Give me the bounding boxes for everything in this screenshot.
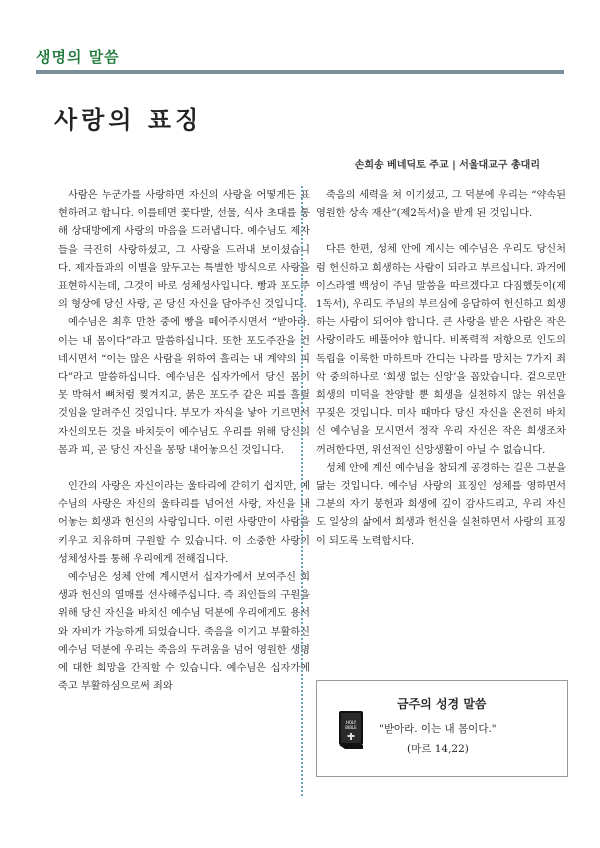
page-title: 사랑의 표징 (54, 105, 203, 134)
paragraph: 죽음의 세력을 쳐 이기셨고, 그 덕분에 우리는 “약속된 영원한 상속 재산”(제2독서)을 받게 된 것입니다. (316, 190, 566, 220)
weekly-verse-box (316, 680, 568, 777)
byline: 손희송 베네딕토 주교 | 서울대교구 총대리 (354, 160, 540, 171)
verse-reference: (마르 14,22) (407, 743, 469, 755)
paragraph: 사람은 누군가를 사랑하면 자신의 사랑을 어떻게든 표현하려고 합니다. 이를테면 꽃다발, 선물, 식사 초대를 통해 상대방에게 사랑의 마음을 드러냅니다. 예수님도 제자들을 극진히 사랑하셨고, 그 사랑을 드러내 보이셨습니다. 제자들과의 이별을 앞두고는 특별한 방식으로 사랑을 표현하시는데, 그것이 바로 성체성사입니다. 빵과 포도주의 형상에 당신 사랑, 곧 당신 자신을 담아주신 것입니다. (58, 190, 310, 311)
paragraph: 예수님은 성체 안에 계시면서 십자가에서 보여주신 희생과 헌신의 열매를 선사해주십니다. 즉 죄인들의 구원을 위해 당신 자신을 바치신 예수님 덕분에 우리에게도 용서와 자비가 가능하게 되었습니다. 죽음을 이기고 부활하신예수님 덕분에 우리는 죽음의 두려움을 넘어 영원한 생명에 대한 희망을 간직할 수 있습니다. 예수님은 십자가에 죽고 부활하심으로써 죄와 (58, 572, 310, 693)
header-rule (36, 70, 564, 74)
svg-text:BIBLE: BIBLE (345, 725, 357, 730)
verse-box-title: 금주의 성경 말씀 (397, 697, 487, 711)
bible-icon (333, 705, 369, 755)
paragraph: 성체 안에 계신 예수님을 참되게 공경하는 길은 그분을 닮는 것입니다. 예수님 사랑의 표징인 성체를 영하면서 그분의 자기 봉헌과 희생에 깊이 감사드리고, 우리 자신도 일상의 삶에서 희생과 헌신을 실천하면서 사랑의 표징이 되도록 노력합시다. (316, 462, 566, 547)
svg-text:HOLY: HOLY (345, 720, 357, 725)
left-column (58, 187, 310, 696)
section-header: 생명의 말씀 (36, 48, 120, 66)
verse-text: "받아라. 이는 내 몸이다." (379, 723, 497, 735)
paragraph: 다른 한편, 성체 안에 계시는 예수님은 우리도 당신처럼 헌신하고 희생하는 사람이 되라고 부르십니다. 과거에이스라엘 백성이 주님 말씀을 따르겠다고 다짐했듯이(제1독서), 우리도 주님의 부르심에 응답하여 헌신하고 희생하는 사람이 되어야 합니다. 큰 사랑을 받은 사람은 작은 사랑이라도 베풀어야 합니다. 비폭력적 저항으로 인도의 독립을 이룩한 마하트마 간디는 나라를 망치는 7가지 죄악 중의하나로 ‘희생 없는 신앙’을 꼽았습니다. 겉으로만 희생의 미덕을 찬양할 뿐 희생을 실천하지 않는 위선을 꾸짖은 것입니다. 미사 때마다 당신 자신을 온전히 바치신 예수님을 모시면서 정작 우리 자신은 작은 희생조차 꺼려한다면, 위선적인 신앙생활이 아닐 수 없습니다. (316, 244, 566, 456)
paragraph: 인간의 사랑은 자신이라는 울타리에 갇히기 쉽지만, 예수님의 사랑은 자신의 울타리를 넘어선 사랑, 자신을 내어놓는 희생과 헌신의 사랑입니다. 이런 사랑만이 사람을 키우고 치유하며 구원할 수 있습니다. 이 소중한 사랑이 성체성사를 통해 우리에게 전해집니다. (58, 481, 310, 565)
paragraph: 예수님은 최후 만찬 중에 빵을 떼어주시면서 “받아라. 이는 내 몸이다”라고 말씀하십니다. 또한 포도주잔을 건네시면서 “이는 많은 사람을 위하여 흘리는 내 계약의 피다”라고 말씀하십니다. 예수님은 십자가에서 당신 몸이 못 박혀서 뼈처럼 찢겨지고, 붉은 포도주 같은 피를 흘릴 것임을 알려주신 것입니다. 부모가 자식을 낳아 기르면서 자신의모든 것을 바치듯이 예수님도 우리를 위해 당신의 몸과 피, 곧 당신 자신을 몽땅 내어놓으신 것입니다. (58, 317, 310, 456)
column-divider (301, 186, 303, 796)
right-column (316, 187, 566, 551)
